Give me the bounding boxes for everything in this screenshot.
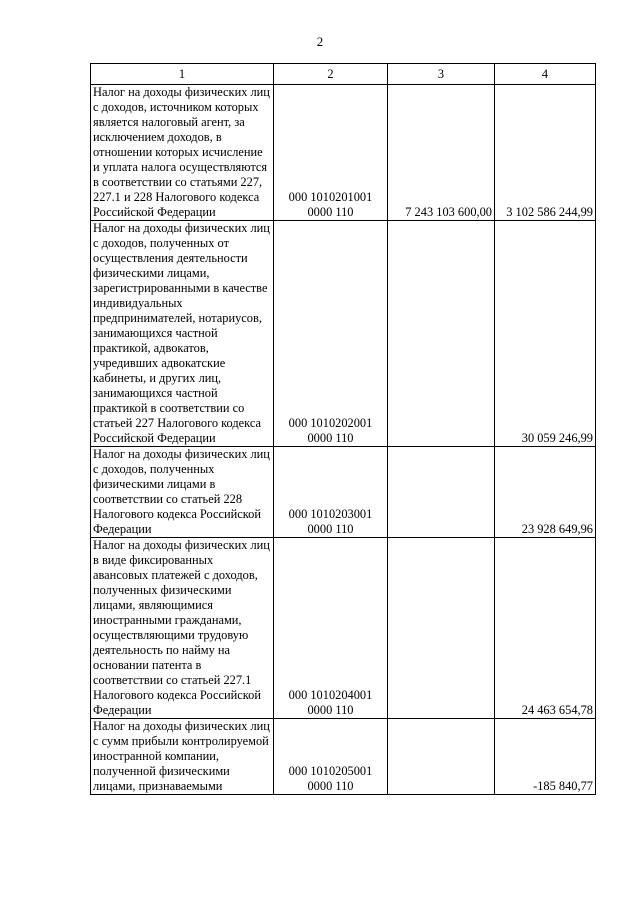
header-cell: 2 [274, 64, 388, 85]
amount-cell: 23 928 649,96 [495, 447, 596, 538]
table-row [91, 221, 596, 447]
income-name-cell: Налог на доходы физических лиц с доходов, полученных физическими лицами в соответствии со статьей 228 Налогового кодекса Российской Федерации [91, 447, 274, 538]
income-name-cell: Налог на доходы физических лиц в виде фиксированных авансовых платежей с доходов, полученных физическими лицами, являющимися иностранными гражданами, осуществляющими трудовую деятельность по найму на основании патента в соответствии со статьей 227.1 Налогового кодекса Российской Федерации [91, 538, 274, 719]
amount-cell: -185 840,77 [495, 719, 596, 795]
amount-cell [388, 447, 495, 538]
header-cell: 3 [388, 64, 495, 85]
header-cell: 4 [495, 64, 596, 85]
table-row [91, 538, 596, 719]
income-name-cell: Налог на доходы физических лиц с доходов, полученных от осуществления деятельности физическими лицами, зарегистрированными в качестве индивидуальных предпринимателей, нотариусов, занимающихся частной практикой, адвокатов, учредивших адвокатские кабинеты, и других лиц, занимающихся частной практикой в соответствии со статьей 227 Налогового кодекса Российской Федерации [91, 221, 274, 447]
budget-code-cell: 000 1010203001 0000 110 [274, 447, 388, 538]
budget-code-cell: 000 1010205001 0000 110 [274, 719, 388, 795]
amount-cell: 3 102 586 244,99 [495, 85, 596, 221]
header-cell: 1 [91, 64, 274, 85]
amount-cell [388, 538, 495, 719]
amount-cell: 30 059 246,99 [495, 221, 596, 447]
page-number: 2 [316, 34, 324, 49]
budget-code-cell: 000 1010202001 0000 110 [274, 221, 388, 447]
revenue-table [90, 63, 596, 795]
amount-cell: 7 243 103 600,00 [388, 85, 495, 221]
income-name-cell: Налог на доходы физических лиц с доходов, источником которых является налоговый агент, за исключением доходов, в отношении которых исчисление и уплата налога осуществляются в соответствии со статьями 227, 227.1 и 228 Налогового кодекса Российской Федерации [91, 85, 274, 221]
table-row [91, 719, 596, 795]
table-row [91, 85, 596, 221]
income-name-cell: Налог на доходы физических лиц с сумм прибыли контролируемой иностранной компании, полученной физическими лицами, признаваемыми [91, 719, 274, 795]
table-header-row [91, 64, 596, 85]
amount-cell [388, 719, 495, 795]
amount-cell [388, 221, 495, 447]
budget-code-cell: 000 1010204001 0000 110 [274, 538, 388, 719]
table-row [91, 447, 596, 538]
amount-cell: 24 463 654,78 [495, 538, 596, 719]
budget-code-cell: 000 1010201001 0000 110 [274, 85, 388, 221]
